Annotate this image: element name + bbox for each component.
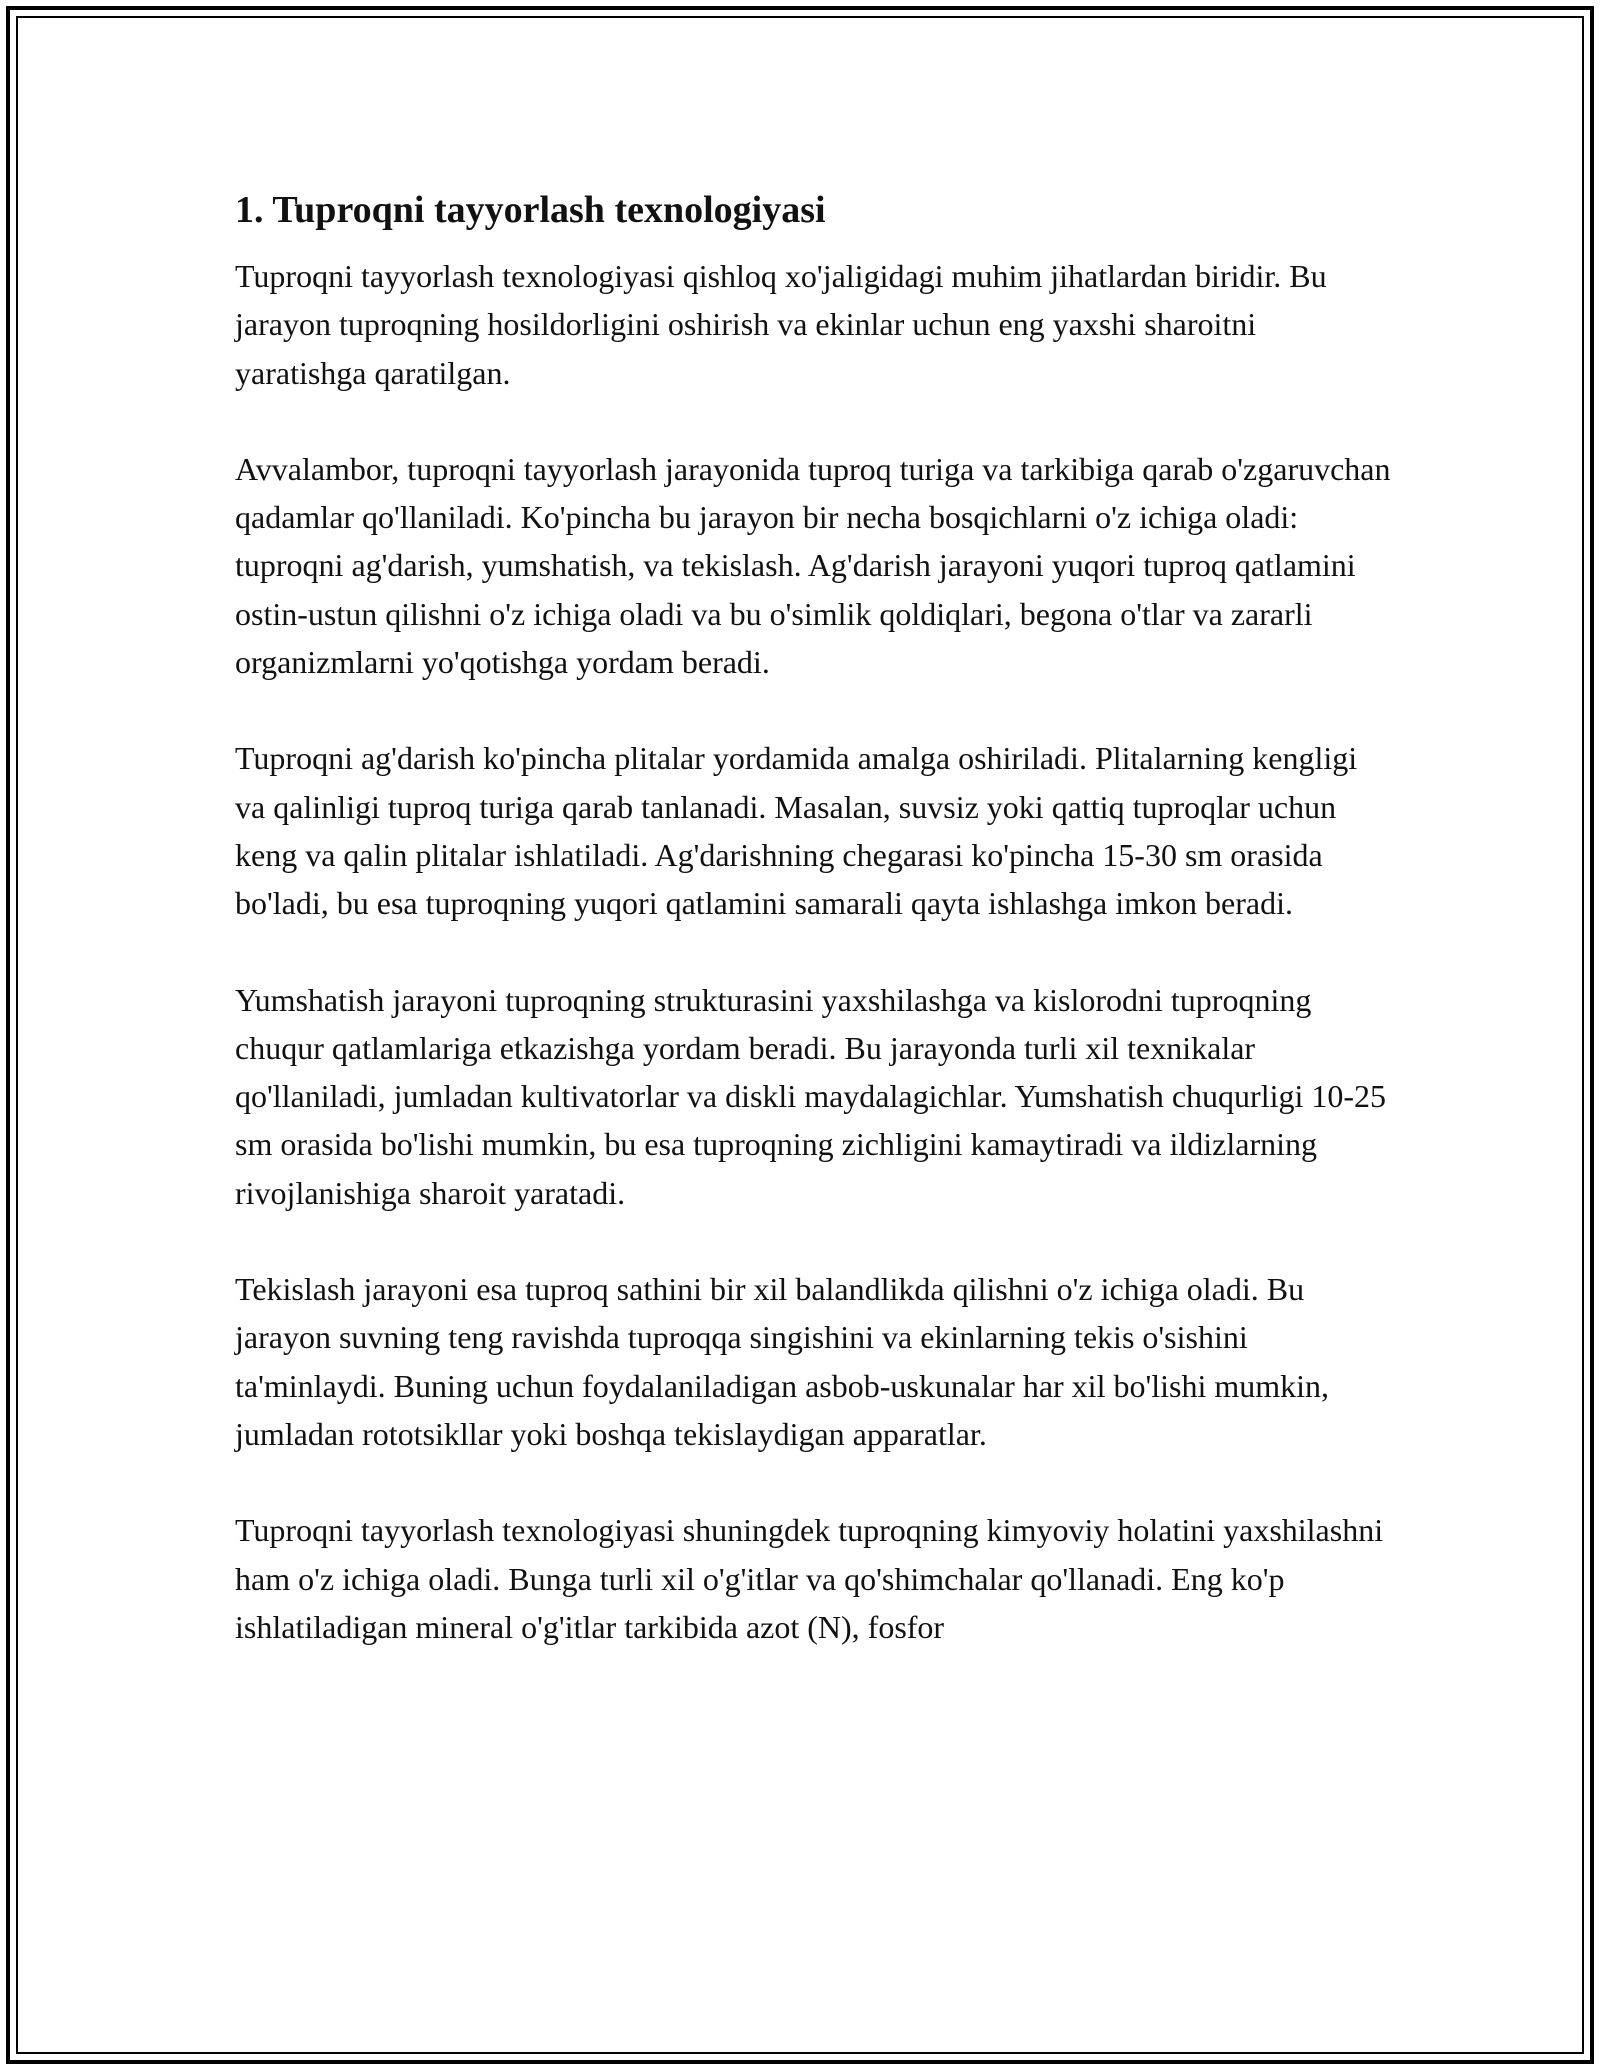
paragraph-stages: Avvalambor, tuproqni tayyorlash jarayonida tuproq turiga va tarkibiga qarab o'zgaruvchan qadamlar qo'llaniladi. Ko'pincha bu jarayon bir necha bosqichlarni o'z ichiga oladi: tuproqni ag'darish, yumshatish, va tekislash. Ag'darish jarayoni yuqori tuproq qatlamini ostin-ustun qilishni o'z ichiga oladi va bu o'simlik qoldiqlari, begona o'tlar va zararli organizmlarni yo'qotishga yordam beradi. — [235, 450, 1391, 681]
document-body — [235, 184, 1395, 1651]
paragraph-chemical: Tuproqni tayyorlash texnologiyasi shuningdek tuproqning kimyoviy holatini yaxshilashni ham o'z ichiga oladi. Bunga turli xil o'g'itlar va qo'shimchalar qo'llanadi. Eng ko'p ishlatiladigan mineral o'g'itlar tarkibida azot (N), fosfor — [235, 1512, 1384, 1645]
paragraph-intro: Tuproqni tayyorlash texnologiyasi qishloq xo'jaligidagi muhim jihatlardan biridir. Bu jarayon tuproqning hosildorligini oshirish va ekinlar uchun eng yaxshi sharoitni yaratishga qaratilgan. — [235, 258, 1327, 391]
section-heading: 1. Tuproqni tayyorlash texnologiyasi — [235, 189, 826, 231]
paragraph-plowing: Tuproqni ag'darish ko'pincha plitalar yordamida amalga oshiriladi. Plitalarning kengligi va qalinligi tuproq turiga qarab tanlanadi. Masalan, suvsiz yoki qattiq tuproqlar uchun keng va qalin plitalar ishlatiladi. Ag'darishning chegarasi ko'pincha 15-30 sm orasida bo'ladi, bu esa tuproqning yuqori qatlamini samarali qayta ishlashga imkon beradi. — [235, 740, 1358, 922]
paragraph-loosening: Yumshatish jarayoni tuproqning strukturasini yaxshilashga va kislorodni tuproqning chuqur qatlamlariga etkazishga yordam beradi. Bu jarayonda turli xil texnikalar qo'llaniladi, jumladan kultivatorlar va diskli maydalagichlar. Yumshatish chuqurligi 10-25 sm orasida bo'lishi mumkin, bu esa tuproqning zichligini kamaytiradi va ildizlarning rivojlanishiga sharoit yaratadi. — [235, 981, 1387, 1211]
paragraph-leveling: Tekislash jarayoni esa tuproq sathini bir xil balandlikda qilishni o'z ichiga oladi. Bu jarayon suvning teng ravishda tuproqqa singishini va ekinlarning tekis o'sishini ta'minlaydi. Buning uchun foydalaniladigan asbob-uskunalar har xil bo'lishi mumkin, jumladan rototsikllar yoki boshqa tekislaydigan apparatlar. — [235, 1271, 1330, 1452]
